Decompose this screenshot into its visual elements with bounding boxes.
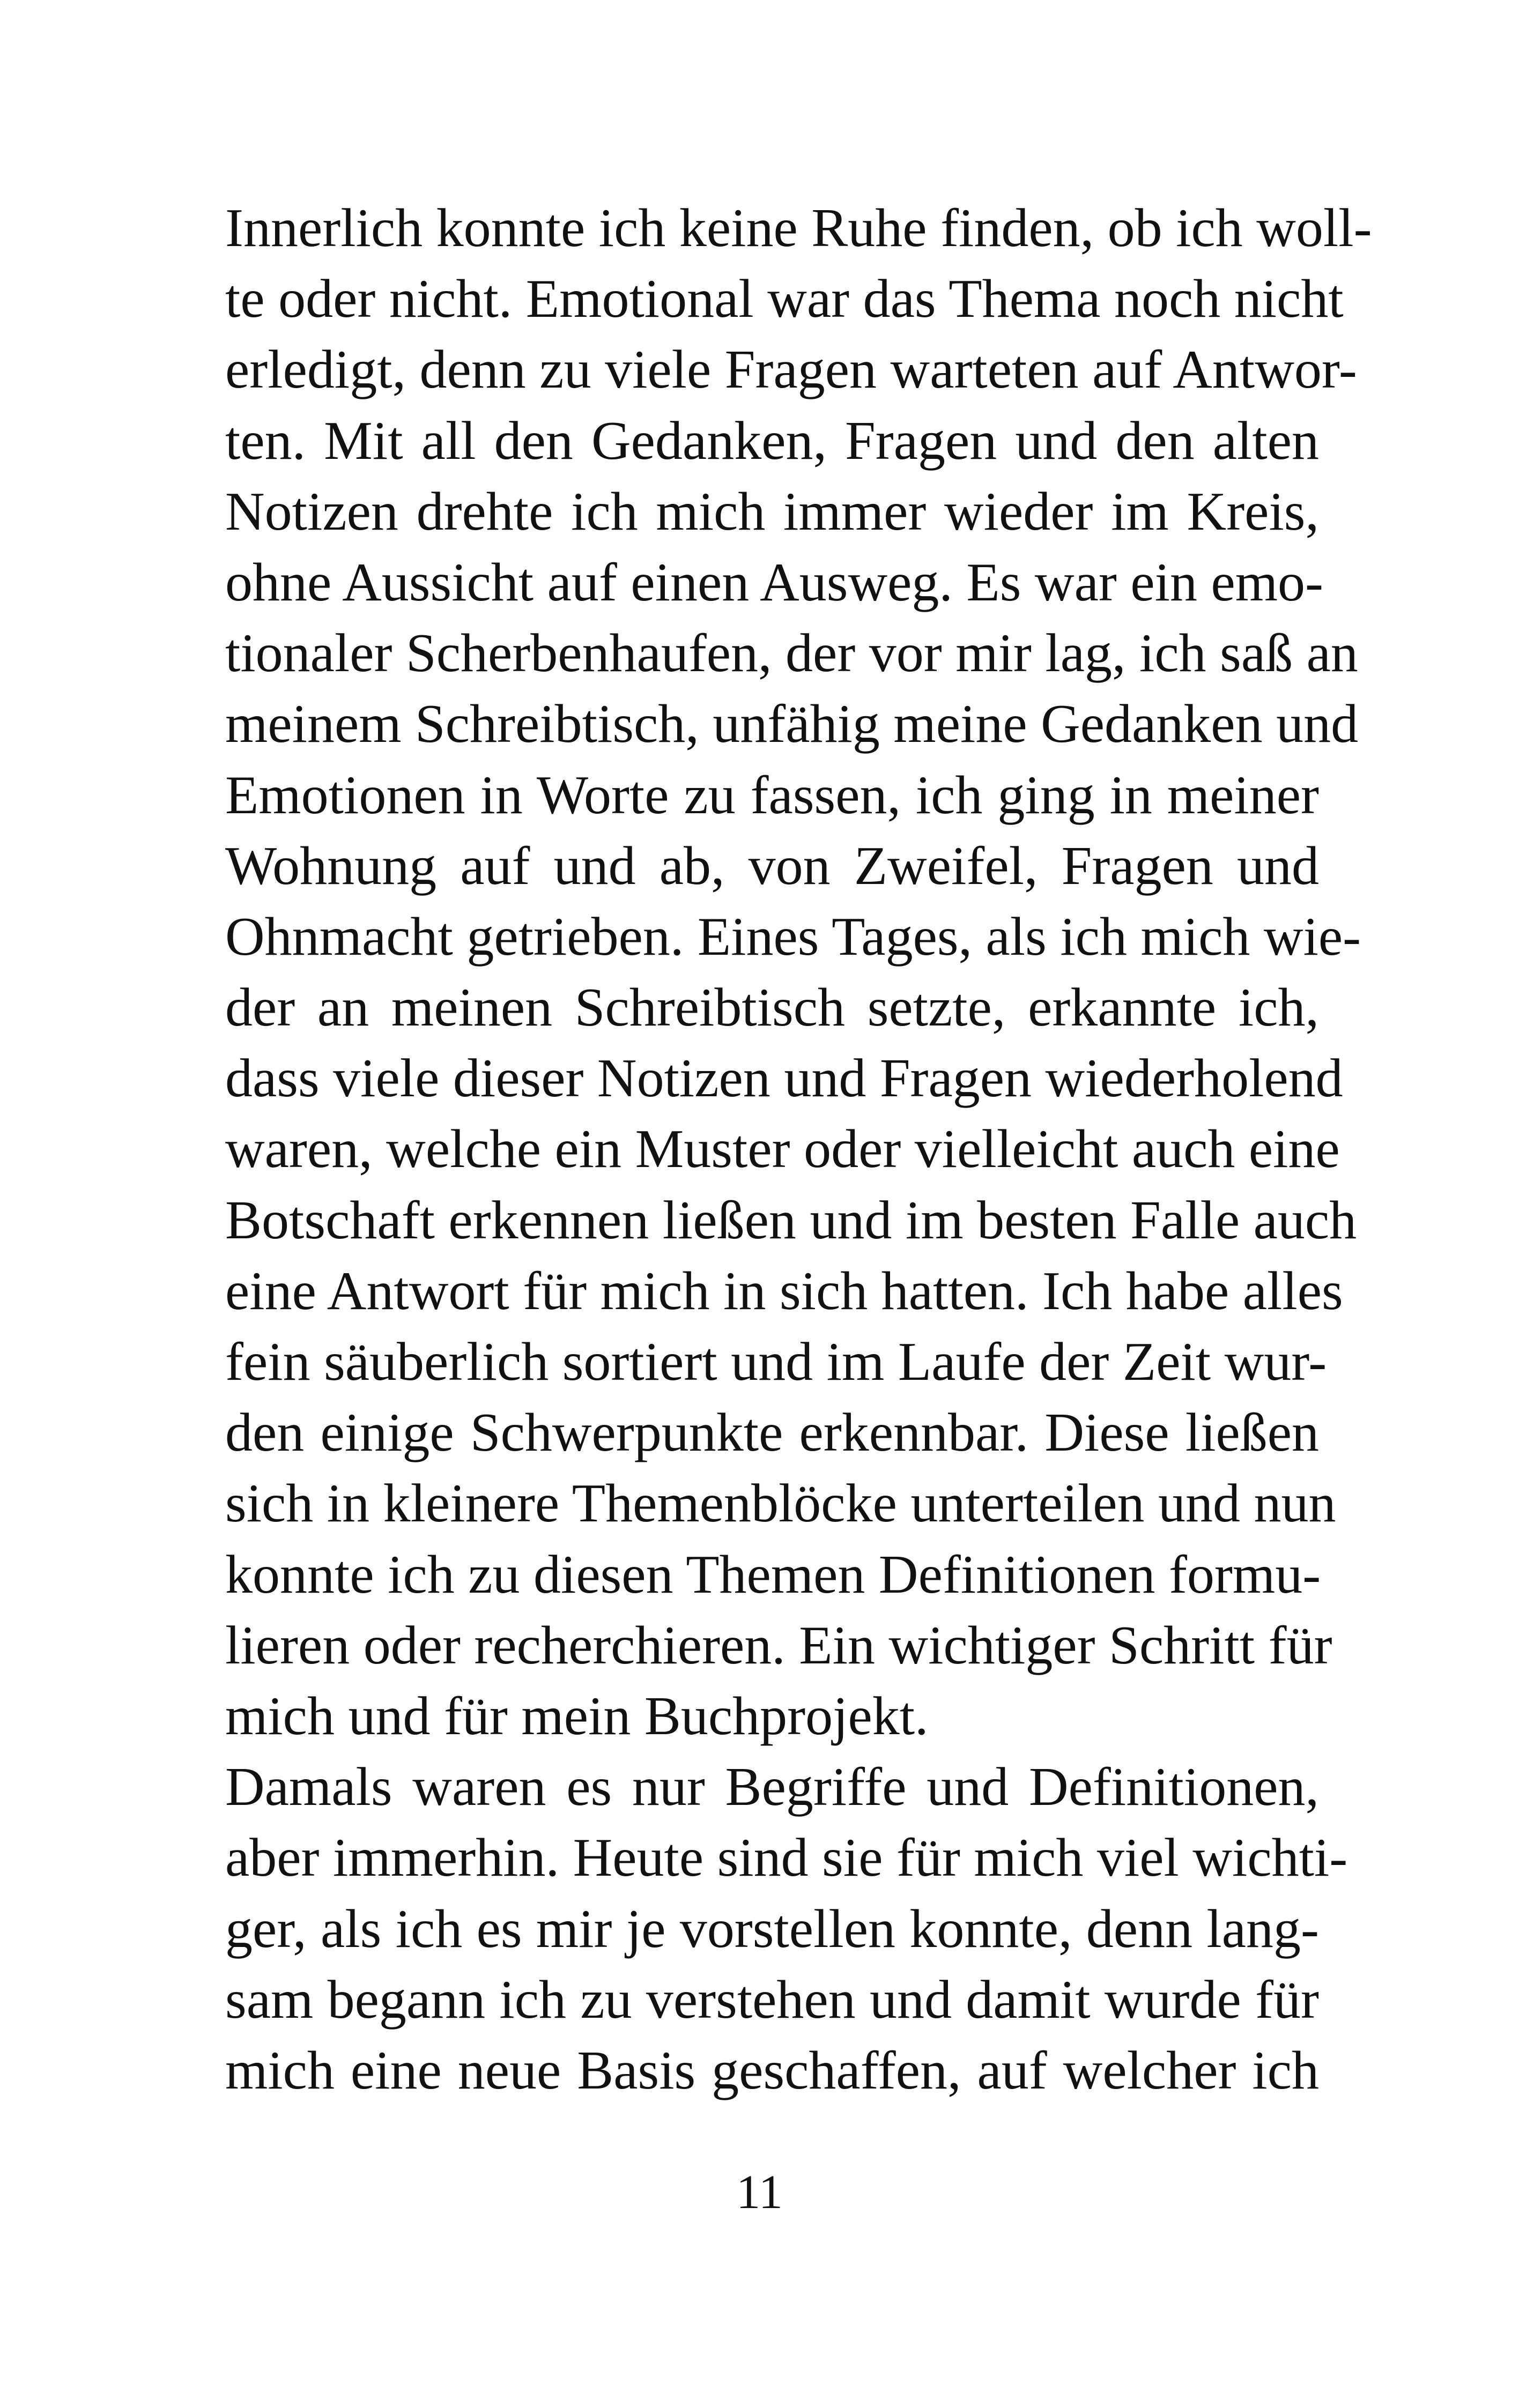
text-line: ten. Mit all den Gedanken, Fragen und den alten bbox=[225, 410, 1319, 471]
text-line: meinem Schreibtisch, unfähig meine Gedanken und bbox=[225, 694, 1359, 755]
text-line: mich und für mein Buchprojekt. bbox=[225, 1685, 929, 1746]
text-line: sich in kleinere Themenblöcke unterteilen und nun bbox=[225, 1473, 1336, 1534]
text-line: Botschaft erkennen ließen und im besten Falle auch bbox=[225, 1190, 1357, 1251]
text-line: Innerlich konnte ich keine Ruhe finden, ob ich woll- bbox=[225, 198, 1372, 258]
text-line: dass viele dieser Notizen und Fragen wiederholend bbox=[225, 1048, 1343, 1109]
text-line: aber immerhin. Heute sind sie für mich viel wichti- bbox=[225, 1827, 1348, 1889]
text-line: waren, welche ein Muster oder vielleicht auch eine bbox=[225, 1119, 1340, 1180]
text-line: eine Antwort für mich in sich hatten. Ich habe alles bbox=[225, 1260, 1343, 1321]
text-line: Damals waren es nur Begriffe und Definitionen, bbox=[225, 1757, 1319, 1818]
text-line: ger, als ich es mir je vorstellen konnte, denn lang- bbox=[225, 1898, 1319, 1959]
text-line: der an meinen Schreibtisch setzte, erkannte ich, bbox=[225, 977, 1319, 1038]
text-line: den einige Schwerpunkte erkennbar. Diese ließen bbox=[225, 1402, 1319, 1463]
text-line: lieren oder recherchieren. Ein wichtiger Schritt für bbox=[225, 1615, 1332, 1676]
text-line: Ohnmacht getrieben. Eines Tages, als ich mich wie- bbox=[225, 906, 1361, 967]
text-line: erledigt, denn zu viele Fragen warteten auf Antwor- bbox=[225, 339, 1357, 400]
text-line: te oder nicht. Emotional war das Thema noch nicht bbox=[225, 269, 1344, 330]
text-line: Emotionen in Worte zu fassen, ich ging in meiner bbox=[225, 764, 1319, 826]
text-line: fein säuberlich sortiert und im Laufe der Zeit wur- bbox=[225, 1332, 1327, 1392]
text-line: konnte ich zu diesen Themen Definitionen formu- bbox=[225, 1544, 1321, 1605]
text-line: mich eine neue Basis geschaffen, auf welcher ich bbox=[225, 2040, 1319, 2101]
text-line: tionaler Scherbenhaufen, der vor mir lag, ich saß an bbox=[225, 623, 1358, 684]
text-line: sam begann ich zu verstehen und damit wurde für bbox=[225, 1969, 1319, 2030]
text-line: ohne Aussicht auf einen Ausweg. Es war ein emo- bbox=[225, 552, 1324, 613]
text-line: Wohnung auf und ab, von Zweifel, Fragen und bbox=[225, 835, 1319, 896]
page-number: 11 bbox=[736, 2166, 783, 2219]
body-text bbox=[225, 193, 1372, 2106]
text-line: Notizen drehte ich mich immer wieder im Kreis, bbox=[225, 481, 1319, 542]
